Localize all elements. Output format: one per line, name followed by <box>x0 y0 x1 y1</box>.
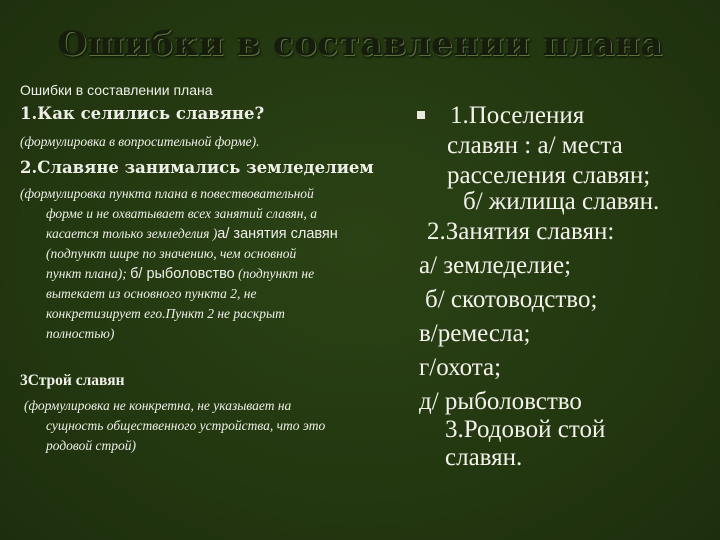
plan-item-3-note-line-3: родовой строй) <box>46 438 136 453</box>
plan-item-2-note-line-5 <box>46 266 314 282</box>
note-text: (подпункт не <box>234 266 315 281</box>
corrected-plan-line: б/ скотоводство; <box>425 286 598 313</box>
plan-item-3-note-line-2: сущность общественного устройства, что это <box>46 418 326 433</box>
corrected-plan-line: г/охота; <box>419 354 502 381</box>
plan-item-1: 1.Как селились славяне? <box>20 104 265 123</box>
note-text: Пункт 2 не раскрыт <box>165 306 285 321</box>
note-text: касается только земледелия ) <box>46 226 218 241</box>
plan-item-2-note-line-3 <box>46 226 338 242</box>
plan-item-2-note-line-1: (формулировка пункта плана в повествовательной <box>20 186 314 201</box>
subitem-text: б/ рыболовство <box>130 266 235 282</box>
plan-item-2-note-line-7 <box>46 306 285 322</box>
corrected-plan-line: в/ремесла; <box>419 320 531 347</box>
plan-item-1-note: (формулировка в вопросительной форме). <box>20 134 260 149</box>
plan-item-2-note-line-6: вытекает из основного пункта 2, не <box>46 286 257 301</box>
slide-title: Ошибки в составлении плана <box>57 24 663 64</box>
plan-item-2-note-line-4: (подпункт шире по значению, чем основной <box>46 246 297 261</box>
corrected-plan-line: б/ жилища славян. <box>463 188 660 215</box>
corrected-plan-line: славян. <box>445 444 523 471</box>
note-text: конкретизирует его. <box>46 306 166 321</box>
corrected-plan-line: д/ рыболовство <box>419 388 582 415</box>
plan-item-2-note-line-2: форме и не охватывает всех занятий славян, а <box>46 206 317 221</box>
square-bullet-icon <box>417 111 425 119</box>
plan-item-2-note-line-8: полностью) <box>46 326 115 341</box>
corrected-plan-line: 2.Занятия славян: <box>427 218 615 245</box>
right-column <box>405 95 715 495</box>
plan-item-3: 3Строй славян <box>20 372 125 389</box>
corrected-plan-line: славян : а/ места <box>447 132 623 159</box>
corrected-plan-line: 3.Родовой стой <box>445 416 606 443</box>
corrected-plan-line: 1.Поселения <box>450 102 585 129</box>
note-text: пункт плана); <box>46 266 131 281</box>
left-heading: Ошибки в составлении плана <box>20 82 213 98</box>
plan-item-2: 2.Славяне занимались земледелием <box>20 158 374 177</box>
plan-item-3-note-line-1: (формулировка не конкретна, не указывает на <box>24 398 292 413</box>
subitem-text: а/ занятия славян <box>217 226 338 242</box>
corrected-plan-line: а/ земледелие; <box>419 252 572 279</box>
corrected-plan-line: расселения славян; <box>447 162 651 189</box>
